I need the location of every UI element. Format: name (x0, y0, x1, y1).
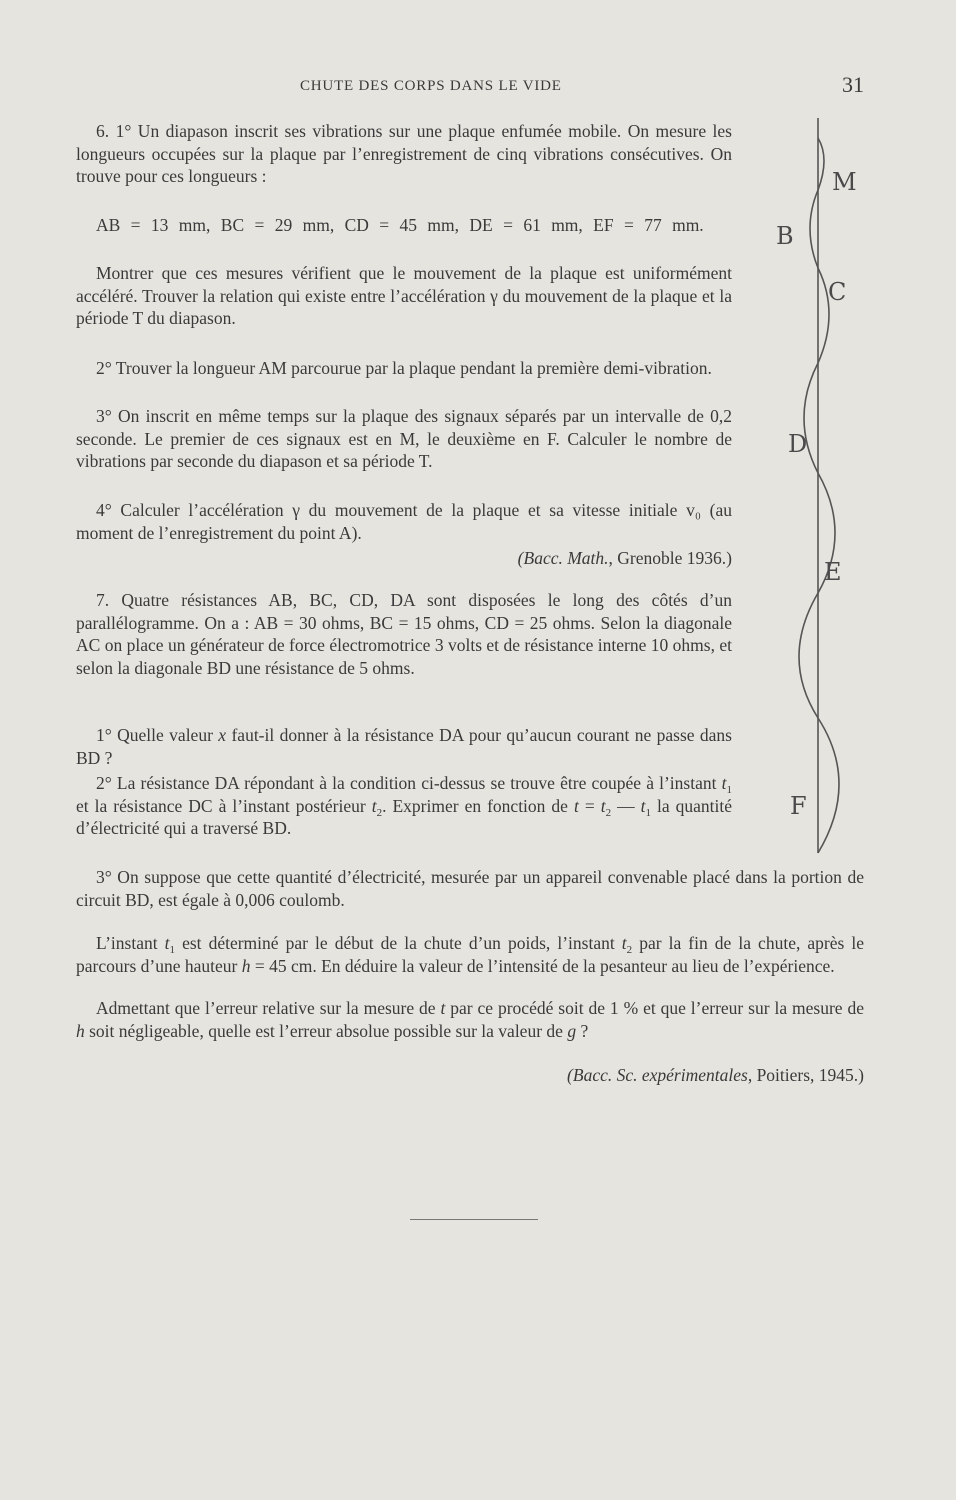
problem-7-source (76, 1064, 864, 1087)
figure-label-m: M (832, 168, 857, 196)
problem-6-source-place: , Grenoble 1936.) (608, 548, 732, 568)
problem-7-source-publication: (Bacc. Sc. expérimentales (567, 1065, 748, 1085)
problem-6-intro: 6. 1° Un diapason inscrit ses vibrations sur une plaque enfumée mobile. On mesure les longueurs occupées sur la plaque par l’enregistrement de cinq vibrations consécutives. On trouve pour ces longueurs : (76, 121, 732, 187)
page-number: 31 (842, 72, 864, 97)
problem-7-intro: 7. Quatre résistances AB, BC, CD, DA sont disposées le long des côtés d’un parallélogramme. On a : AB = 30 ohms, BC = 15 ohms, CD = 25 ohms. Selon la diagonale AC on place un générateur de force électromotrice 3 volts et de résistance interne 10 ohms, et selon la diagonale BD une résistance de 5 ohms. (76, 590, 732, 678)
problem-6-question-2: 2° Trouver la longueur AM parcourue par la plaque pendant la première demi-vibration. (96, 358, 712, 378)
figure-label-d: D (788, 430, 808, 458)
trace-arc-1 (818, 138, 824, 190)
trace-arc-2 (810, 190, 818, 268)
problem-6-source-publication: Bacc. Math. (523, 548, 609, 568)
problem-6-measures: AB = 13 mm, BC = 29 mm, CD = 45 mm, DE = 61 mm, EF = 77 mm. (96, 215, 704, 235)
problem-7-question-2: 2° La résistance DA répondant à la condition ci-dessus se trouve être coupée à l’instant $t_1$ et la résistance DC à l’instant postérieur $t_2$. Exprimer en fonction de $t = t_2$ — $t_1$ la quantité d’électricité qui a traversé BD. (76, 773, 732, 839)
problem-7-question-3-error: Admettant que l’erreur relative sur la mesure de t par ce procédé soit de 1 % et que l’erreur sur la mesure de h soit négligeable, quelle est l’erreur absolue possible sur la valeur de g ? (76, 998, 864, 1041)
figure-label-c: C (828, 278, 847, 306)
figure-label-e: E (824, 558, 842, 586)
problem-6-question-4: 4° Calculer l’accélération γ du mouvement de la plaque et sa vitesse initiale v₀ (au moment de l’enregistrement du point A). (76, 500, 732, 543)
section-end-rule (410, 1219, 538, 1220)
trace-arc-6 (799, 593, 818, 718)
problem-7-question-1: 1° Quelle valeur x faut-il donner à la résistance DA pour qu’aucun courant ne passe dans BD ? (76, 725, 732, 768)
problem-6-question-3: 3° On inscrit en même temps sur la plaque des signaux séparés par un intervalle de 0,2 seconde. Le premier de ces signaux est en M, le deuxième en F. Calculer le nombre de vibrations par seconde du diapason et sa période T. (76, 406, 732, 472)
page-header (0, 72, 956, 102)
running-title: CHUTE DES CORPS DANS LE VIDE (300, 78, 562, 94)
problem-7-source-place: , Poitiers, 1945.) (747, 1065, 864, 1085)
figure-label-b: B (776, 222, 794, 250)
trace-arc-7 (818, 718, 839, 853)
problem-7-question-3: 3° On suppose que cette quantité d’électricité, mesurée par un appareil convenable placé dans la portion de circuit BD, est égale à 0,006 coulomb. (76, 867, 864, 910)
problem-6-question-1: Montrer que ces mesures vérifient que le mouvement de la plaque est uniformément accéléré. Trouver la relation qui existe entre l’accélération γ du mouvement de la plaque et la période T du diapason. (76, 263, 732, 329)
problem-7-question-3-timing: L’instant $t_1$ est déterminé par le début de la chute d’un poids, l’instant $t_2$ par la fin de la chute, après le parcours d’une hauteur h = 45 cm. En déduire la valeur de l’intensité de la pesanteur au lieu de l’expérience. (76, 933, 865, 976)
problem-6-source: (Bacc. Math., Grenoble 1936.) (517, 548, 732, 568)
figure-label-f: F (790, 792, 807, 820)
variable-x: x (218, 725, 227, 745)
tuning-fork-trace-figure (760, 118, 870, 868)
